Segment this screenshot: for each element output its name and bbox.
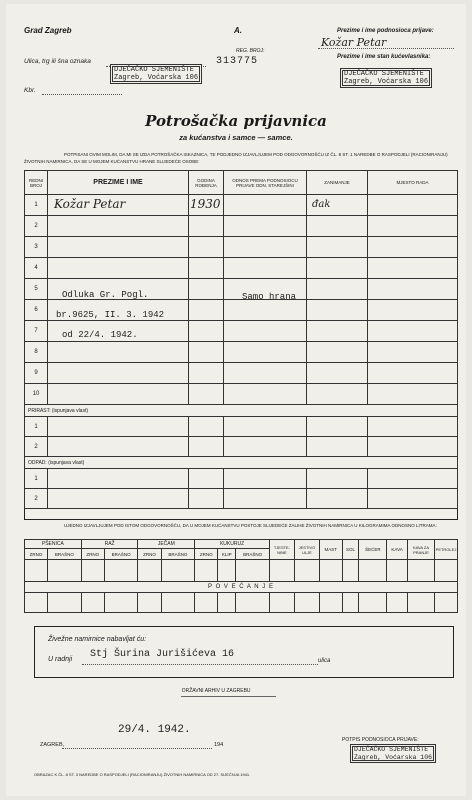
date-label: ZAGREB, xyxy=(40,742,65,748)
odpad-label: ODPAD: (ispunjava vlast) xyxy=(25,457,458,469)
table-row xyxy=(25,237,458,258)
col-header-num: REDNI BROJ xyxy=(25,171,48,195)
stamp-line2: Zagreb, Voćarska 106 xyxy=(354,753,433,761)
stamp-line1: DJEČAČKO SJEMENIŠTE xyxy=(354,746,429,753)
row1-name: Kožar Petar xyxy=(54,197,126,211)
table-row xyxy=(25,384,458,405)
row-number: 9 xyxy=(25,363,48,384)
store-radnja-label: U radnji xyxy=(48,656,73,663)
year-suffix: 194 xyxy=(214,742,224,748)
archive-stamp-line xyxy=(181,696,276,697)
kbr-line xyxy=(42,94,122,95)
supply-table xyxy=(24,539,458,613)
col-header-relation: ODNOS PREMA PODNOSIOCU PRIJAVE ODN. STAREJŠINI xyxy=(224,171,307,195)
table-row xyxy=(25,363,458,384)
row-number: 2 xyxy=(25,437,48,457)
applicant-label: Prezime i ime podnosioca prijave: xyxy=(337,28,434,34)
table-row xyxy=(25,489,458,509)
col-header-year: GODINA ROĐENJA xyxy=(189,171,224,195)
row-number: 6 xyxy=(25,300,48,321)
row-number: 7 xyxy=(25,321,48,342)
stamp-line1: DJEČAČKO SJEMENIŠTE xyxy=(344,70,424,78)
table-row xyxy=(25,216,458,237)
group-jecam: JEČAM xyxy=(138,540,195,549)
supply-row xyxy=(25,593,458,613)
row-number: 2 xyxy=(25,216,48,237)
stamp-line1: DJEČAČKO SJEMENIŠTE xyxy=(114,66,194,74)
table-row xyxy=(25,469,458,489)
city-label: Grad Zagreb xyxy=(24,26,72,35)
col-ulje: JESTIVO ULJE xyxy=(294,540,319,560)
form-subtitle: za kućanstva i samce — samce. xyxy=(179,133,293,142)
seminary-stamp-top xyxy=(110,64,202,84)
row-number: 1 xyxy=(25,195,48,216)
col-kava-pranje: KAVA ZA PRANJE xyxy=(408,540,435,560)
store-line xyxy=(82,664,318,665)
col-tjestenine: TJESTE-NINE xyxy=(269,540,294,560)
row-number: 2 xyxy=(25,489,48,509)
col-header-occupation: ZANIMANJE xyxy=(307,171,368,195)
col-mast: MAST xyxy=(319,540,342,560)
stamp-line2: Zagreb, Voćarska 106 xyxy=(114,74,199,82)
form-letter: A. xyxy=(234,26,242,35)
intro-text: POTPISANI OVIM MOLIM, DA MI SE IZDA POTROŠAČKA ISKAZNICA, TE PODJEDNO IZJAVLJUJEM POD ODGOVORNOŠĆU IZ ČL. 8 ST. 1 NAREDBE O RASPODJELI (RACIONIRANJU) ŽIVOTNIH NAMIRNICA, DA SE U MOJEM KUĆANSTVU HRANE SLIJEDEĆE OSOBE: xyxy=(24,152,448,164)
samo-hrana-note: Samo hrana xyxy=(242,292,297,302)
group-psenica: PŠENICA xyxy=(25,540,82,549)
stamp-line2: Zagreb, Voćarska 106 xyxy=(344,78,429,86)
group-raz: RAŽ xyxy=(81,540,138,549)
street-label: Ulica, trg ili šna oznaka xyxy=(24,58,91,65)
store-value: Stj Šurina Jurišićeva 16 xyxy=(90,649,235,660)
prirast-label: PRIRAST: (ispunjava vlast) xyxy=(25,405,458,417)
seminary-stamp-signature xyxy=(350,744,436,763)
note-line1: Odluka Gr. Pogl. xyxy=(62,290,149,300)
row-number: 8 xyxy=(25,342,48,363)
row-number: 5 xyxy=(25,279,48,300)
seminary-stamp-right xyxy=(340,68,432,88)
supply-row xyxy=(25,560,458,582)
sub-zrno: ZRNO xyxy=(195,549,218,560)
row-number: 10 xyxy=(25,384,48,405)
sub-brasno: BRAŠNO xyxy=(236,549,270,560)
table-row xyxy=(25,437,458,457)
table-row xyxy=(25,258,458,279)
sub-brasno: BRAŠNO xyxy=(104,549,138,560)
date-value: 29/4. 1942. xyxy=(118,724,191,736)
increase-label: P O V E Ć A N J E xyxy=(25,582,458,593)
group-kukuruz: KUKURUZ xyxy=(195,540,270,549)
sub-brasno: BRAŠNO xyxy=(48,549,82,560)
reg-number: 313775 xyxy=(216,56,259,67)
archive-stamp: DRŽAVNI ARHIV U ZAGREBU xyxy=(182,688,251,694)
col-header-workplace: MJESTO RADA xyxy=(368,171,458,195)
col-secer: ŠEĆER xyxy=(359,540,387,560)
form-page xyxy=(6,4,466,796)
kbr-label: Kbr. xyxy=(24,87,36,94)
col-petrolej: PETROLEJ xyxy=(435,540,458,560)
table-row xyxy=(25,342,458,363)
col-kava: KAVA xyxy=(387,540,408,560)
row1-occupation: đak xyxy=(312,199,331,210)
table-row xyxy=(25,417,458,437)
row-number: 3 xyxy=(25,237,48,258)
store-label: Živežne namirnice nabavljat ću: xyxy=(48,636,147,643)
sub-zrno: ZRNO xyxy=(81,549,104,560)
note-line2: br.9625, II. 3. 1942 xyxy=(56,310,165,320)
household-label: Prezime i ime stan kućevlasnika: xyxy=(337,54,431,60)
applicant-value: Kožar Petar xyxy=(321,36,387,49)
ulica-label: ulica xyxy=(318,658,331,664)
reg-label: REG. BROJ: xyxy=(236,48,265,54)
date-line xyxy=(62,748,212,749)
form-title: Potrošačka prijavnica xyxy=(145,112,327,130)
note-line3: od 22/4. 1942. xyxy=(62,330,138,340)
row1-year: 1930 xyxy=(190,197,221,211)
sub-klip: KLIP xyxy=(218,549,236,560)
signature-label: POTPIS PODNOSIOCA PRIJAVE: xyxy=(342,737,419,743)
row-number: 4 xyxy=(25,258,48,279)
col-header-name: PREZIME I IME xyxy=(48,171,189,195)
declaration-text: UJEDNO IZJAVLJUJEM POD ISTOM ODGOVORNOŠĆU, DA U MOJEM KUĆANSTVU POSTOJE SLIJEDEĆE ZALIHE ŽIVOTNIH NAMIRNICA U KILOGRAMIMA ODNOSNO LITRAMA: xyxy=(64,523,437,528)
sub-brasno: BRAŠNO xyxy=(161,549,195,560)
footer-text: OBRAZAC K ČL. 8 ST. 3 NAREDBE O RASPODJELI (RACIONIRANJU) ŽIVOTNIH NAMIRNICA OD 27. SIJEČNJA 1941. xyxy=(34,772,251,777)
row-number: 1 xyxy=(25,469,48,489)
sub-zrno: ZRNO xyxy=(138,549,161,560)
sub-zrno: ZRNO xyxy=(25,549,48,560)
row-number: 1 xyxy=(25,417,48,437)
col-sol: SOL xyxy=(342,540,359,560)
